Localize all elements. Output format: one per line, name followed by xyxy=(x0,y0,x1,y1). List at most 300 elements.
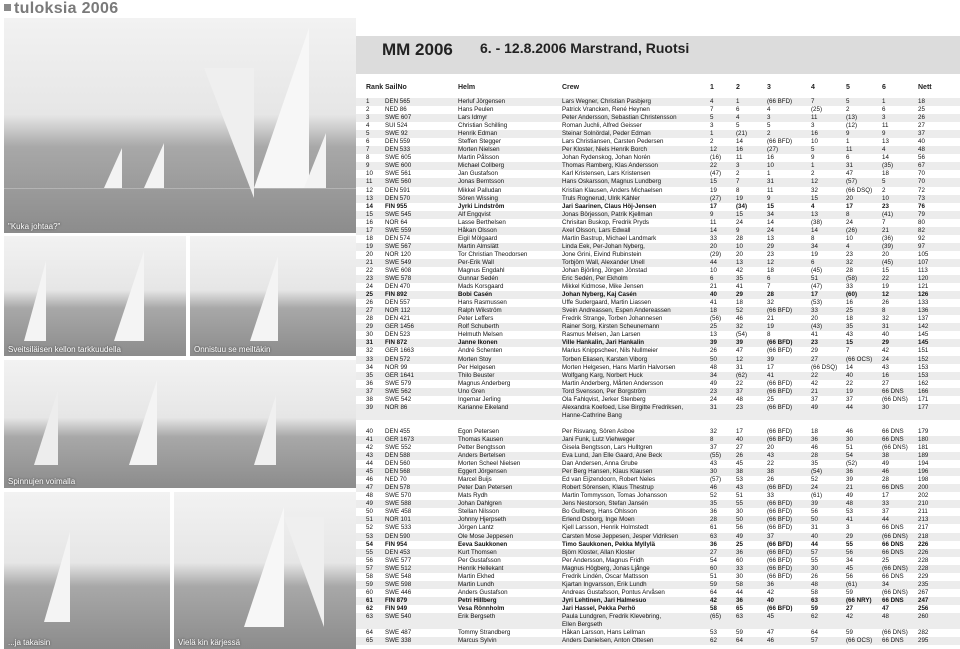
race-3-cell: 40 xyxy=(767,596,774,604)
race-3-cell: (66 BFD) xyxy=(767,347,793,355)
race-4-cell: (66 DSQ) xyxy=(811,363,838,371)
sailno-cell: DEN 470 xyxy=(385,283,411,291)
race-4-cell: 49 xyxy=(811,403,818,411)
table-row xyxy=(356,114,960,122)
race-1-cell: 17 xyxy=(710,202,717,210)
race-6-cell: 66 DNS xyxy=(882,596,904,604)
nett-cell: 260 xyxy=(918,613,929,620)
square-bullet-icon xyxy=(4,4,11,11)
crew-cell: Per Kloster, Niels Henrik Borch xyxy=(562,146,647,154)
race-1-cell: 27 xyxy=(710,548,717,556)
photo-caption: ...ja takaisin xyxy=(8,638,51,647)
col-head-race-2: 2 xyxy=(736,84,740,91)
race-3-cell: 16 xyxy=(767,154,774,162)
race-6-cell: 18 xyxy=(882,170,889,178)
table-row xyxy=(356,549,960,557)
nett-cell: 67 xyxy=(918,162,925,170)
sailno-cell: NOR 99 xyxy=(385,363,408,371)
nett-cell: 27 xyxy=(918,122,925,130)
rank-cell: 40 xyxy=(366,427,373,435)
nett-cell: 76 xyxy=(918,202,925,210)
race-1-cell: 61 xyxy=(710,524,717,532)
race-1-cell: 48 xyxy=(710,363,717,371)
race-3-cell: 24 xyxy=(767,226,774,234)
race-5-cell: 35 xyxy=(846,323,853,331)
sailno-cell: FIN 955 xyxy=(385,202,408,210)
crew-cell: Per Risvang, Sören Asboe xyxy=(562,427,635,435)
race-3-cell: 32 xyxy=(767,299,774,307)
crew-cell: Per Berg Hansen, Klaus Klausen xyxy=(562,468,653,476)
race-3-cell: (66 BFD) xyxy=(767,98,793,105)
crew-cell: Jari Hassel, Pekka Perhö xyxy=(562,604,636,612)
table-row xyxy=(356,621,960,629)
race-5-cell: 56 xyxy=(846,548,853,556)
nett-cell: 105 xyxy=(918,250,929,258)
crew-cell: Karl Kristensen, Lars Kristensen xyxy=(562,170,651,178)
rank-cell: 46 xyxy=(366,476,373,484)
table-row xyxy=(356,154,960,162)
photo-regatta-fleet xyxy=(4,18,356,233)
race-6-cell: 15 xyxy=(882,266,889,274)
race-5-cell: 34 xyxy=(846,556,853,564)
race-4-cell: 62 xyxy=(811,613,818,620)
helm-cell: Mikkel Palludan xyxy=(458,186,502,194)
race-2-cell: 27 xyxy=(736,444,743,452)
crew-cell: Rasmus Melsen, Jan Larsen xyxy=(562,331,641,339)
race-3-cell: (66 BFD) xyxy=(767,572,793,580)
race-5-cell: (57) xyxy=(846,178,858,186)
race-3-cell: 34 xyxy=(767,210,774,218)
table-row xyxy=(356,597,960,605)
helm-cell: Bobi Casén xyxy=(458,291,493,299)
race-2-cell: 9 xyxy=(736,226,740,234)
rank-cell: 16 xyxy=(366,218,373,226)
helm-cell: Henrik Hellekant xyxy=(458,564,504,572)
photo-sail xyxy=(204,68,254,198)
crew-cell: Jonas Börjesson, Patrik Kjellman xyxy=(562,210,653,218)
crew-cell: Jyri Lehtinen, Jari Halmesuo xyxy=(562,596,647,604)
nett-cell: 145 xyxy=(918,331,929,339)
race-2-cell: 50 xyxy=(736,516,743,524)
race-3-cell: 7 xyxy=(767,283,771,291)
race-2-cell: 65 xyxy=(736,604,743,612)
race-5-cell: 7 xyxy=(846,347,850,355)
rank-cell: 58 xyxy=(366,572,373,580)
rank-cell: 36 xyxy=(366,379,373,387)
rank-cell: 10 xyxy=(366,170,373,178)
table-row xyxy=(356,468,960,476)
sailno-cell: SWE 588 xyxy=(385,500,412,508)
race-3-cell: (66 BFD) xyxy=(767,307,793,315)
sailno-cell: SWE 567 xyxy=(385,242,412,250)
helm-cell: Martin Almslätt xyxy=(458,242,499,250)
nett-cell: 177 xyxy=(918,403,929,411)
race-6-cell: (39) xyxy=(882,242,894,250)
photo-sail xyxy=(244,507,284,627)
sailno-cell: FIN 892 xyxy=(385,291,408,299)
race-2-cell: 4 xyxy=(736,114,740,122)
race-5-cell: (61) xyxy=(846,580,858,588)
sailno-cell: DEN 523 xyxy=(385,331,411,339)
race-3-cell: 12 xyxy=(767,258,774,266)
col-head-race-3: 3 xyxy=(767,84,771,91)
race-1-cell: 53 xyxy=(710,629,717,637)
race-6-cell: 16 xyxy=(882,371,889,379)
table-row xyxy=(356,219,960,227)
table-row xyxy=(356,307,960,315)
race-1-cell: 58 xyxy=(710,604,717,612)
nett-cell: 171 xyxy=(918,395,929,403)
rank-cell: 64 xyxy=(366,629,373,637)
helm-cell: Martin Pålsson xyxy=(458,154,499,162)
table-row xyxy=(356,170,960,178)
crew-cell: Ville Hankalin, Jari Hankalin xyxy=(562,339,645,347)
rank-cell: 45 xyxy=(366,468,373,476)
table-row xyxy=(356,227,960,235)
col-head-nett: Nett xyxy=(918,84,932,91)
event-subtitle: 6. - 12.8.2006 Marstrand, Ruotsi xyxy=(480,40,690,56)
race-2-cell: 48 xyxy=(736,395,743,403)
table-row xyxy=(356,428,960,436)
race-2-cell: 20 xyxy=(736,250,743,258)
page-header xyxy=(0,0,960,18)
helm-cell: Sören Wissing xyxy=(458,194,498,202)
race-2-cell: 40 xyxy=(736,435,743,443)
race-5-cell: 39 xyxy=(846,476,853,484)
race-1-cell: 42 xyxy=(710,596,717,604)
crew-cell: Håkan Larsson, Hans Lellman xyxy=(562,629,645,637)
table-row xyxy=(356,138,960,146)
race-6-cell: 11 xyxy=(882,122,889,130)
race-3-cell: 18 xyxy=(767,266,774,274)
nett-cell: 107 xyxy=(918,258,929,266)
race-4-cell: 46 xyxy=(811,444,818,452)
sailno-cell: SWE 542 xyxy=(385,395,412,403)
crew-cell: Paula Lundgren, Fredrik Klevebring, xyxy=(562,613,662,620)
rank-cell: 24 xyxy=(366,283,373,291)
race-5-cell: 3 xyxy=(846,524,850,532)
race-3-cell: (66 BFD) xyxy=(767,484,793,492)
race-5-cell: (60) xyxy=(846,291,858,299)
crew-cell: Johan Rydenskog, Johan Norén xyxy=(562,154,651,162)
race-1-cell: 60 xyxy=(710,564,717,572)
race-1-cell: 15 xyxy=(710,178,717,186)
nett-cell: 213 xyxy=(918,516,929,524)
helm-cell: Ole Mose Jeppesen xyxy=(458,532,514,540)
race-4-cell: 1 xyxy=(811,162,815,170)
race-2-cell: 55 xyxy=(736,500,743,508)
table-row xyxy=(356,146,960,154)
crew-cell: Patrick Vrancken, René Heynen xyxy=(562,106,650,114)
table-row xyxy=(356,508,960,516)
race-2-cell: 49 xyxy=(736,532,743,540)
race-4-cell: 59 xyxy=(811,604,818,612)
table-row xyxy=(356,347,960,355)
race-1-cell: (16) xyxy=(710,154,722,162)
table-row xyxy=(356,436,960,444)
crew-cell: Peter Andersson, Sebastian Christensson xyxy=(562,114,677,122)
race-6-cell: 14 xyxy=(882,154,889,162)
sailno-cell: GER 1456 xyxy=(385,323,414,331)
crew-cell: Alexandra Koefoed, Lise Birgitte Fredriksen, xyxy=(562,403,684,411)
crew-cell: Johan Björling, Jörgen Jönstad xyxy=(562,266,647,274)
race-1-cell: 3 xyxy=(710,122,714,130)
race-6-cell: (66 DNS) xyxy=(882,588,908,596)
race-4-cell: 33 xyxy=(811,307,818,315)
race-4-cell: 56 xyxy=(811,508,818,516)
sailno-cell: DEN 557 xyxy=(385,299,411,307)
rank-cell: 42 xyxy=(366,444,373,452)
rank-cell: 63 xyxy=(366,613,373,620)
nett-cell: 70 xyxy=(918,170,925,178)
race-5-cell: 10 xyxy=(846,234,853,242)
sailno-cell: NOR 120 xyxy=(385,250,411,258)
table-row xyxy=(356,187,960,195)
race-6-cell: 43 xyxy=(882,363,889,371)
table-row xyxy=(356,573,960,581)
rank-cell: 2 xyxy=(366,106,370,114)
race-6-cell: 8 xyxy=(882,307,886,315)
race-2-cell: 59 xyxy=(736,629,743,637)
race-6-cell: 66 DNS xyxy=(882,540,904,548)
table-row xyxy=(356,396,960,404)
sailno-cell: DEN 578 xyxy=(385,484,411,492)
table-row xyxy=(356,629,960,637)
crew-cell: Eric Sedén, Per Ekholm xyxy=(562,275,628,283)
race-4-cell: 16 xyxy=(811,130,818,138)
race-4-cell: 27 xyxy=(811,355,818,363)
crew-cell: Jens Nestorson, Stefan Jansén xyxy=(562,500,648,508)
nett-cell: 126 xyxy=(918,291,929,299)
helm-cell: Johan Dahlgren xyxy=(458,500,502,508)
race-3-cell: (66 BFD) xyxy=(767,387,793,395)
table-row xyxy=(356,315,960,323)
nett-cell: 151 xyxy=(918,347,929,355)
nett-cell: 25 xyxy=(918,106,925,114)
rank-cell: 32 xyxy=(366,347,373,355)
race-3-cell: 20 xyxy=(767,444,774,452)
helm-cell: Uno Gren xyxy=(458,387,485,395)
race-1-cell: 8 xyxy=(710,435,714,443)
nett-cell: 137 xyxy=(918,315,929,323)
helm-cell: Vesa Rönnholm xyxy=(458,604,505,612)
race-5-cell: 51 xyxy=(846,444,853,452)
sailno-cell: NED 70 xyxy=(385,476,407,484)
race-5-cell: 6 xyxy=(846,154,850,162)
race-4-cell: 14 xyxy=(811,226,818,234)
race-2-cell: 17 xyxy=(736,427,743,435)
sailno-cell: GER 1673 xyxy=(385,435,414,443)
sailno-cell: SWE 487 xyxy=(385,629,412,637)
race-1-cell: 51 xyxy=(710,572,717,580)
race-2-cell: 35 xyxy=(736,275,743,283)
race-2-cell: 25 xyxy=(736,540,743,548)
sailno-cell: SWE 577 xyxy=(385,556,412,564)
photo-sail xyxy=(304,133,326,188)
sailno-cell: GER 1663 xyxy=(385,347,414,355)
helm-cell: Mats Rydh xyxy=(458,492,488,500)
helm-cell: Henrik Edman xyxy=(458,130,498,138)
table-row xyxy=(356,243,960,251)
race-5-cell: 8 xyxy=(846,210,850,218)
sailno-cell: SWE 446 xyxy=(385,588,412,596)
sailno-cell: DEN 568 xyxy=(385,468,411,476)
race-3-cell: 14 xyxy=(767,218,774,226)
race-6-cell: 30 xyxy=(882,403,889,411)
race-3-cell: (66 BFD) xyxy=(767,540,793,548)
crew-cell: Carsten Mose Jeppesen, Jesper Vidriksen xyxy=(562,532,679,540)
helm-cell: Anders Gustafson xyxy=(458,588,508,596)
rank-cell: 4 xyxy=(366,122,370,130)
helm-cell: Jyrki Lindström xyxy=(458,202,505,210)
photo-wave xyxy=(4,188,356,189)
race-3-cell: 5 xyxy=(767,122,771,130)
race-5-cell: 2 xyxy=(846,106,850,114)
crew-cell: Anders Danielsen, Anton Ottesen xyxy=(562,637,654,645)
col-head-race-6: 6 xyxy=(882,84,886,91)
rank-cell: 13 xyxy=(366,194,373,202)
table-row xyxy=(356,565,960,573)
helm-cell: Herluf Jörgensen xyxy=(458,98,506,105)
race-5-cell: 33 xyxy=(846,283,853,291)
crew-cell: Lars Christiansen, Carsten Pedersen xyxy=(562,138,664,146)
race-6-cell: 42 xyxy=(882,347,889,355)
race-4-cell: 9 xyxy=(811,154,815,162)
rank-cell: 54 xyxy=(366,540,373,548)
rank-cell: 48 xyxy=(366,492,373,500)
race-6-cell: 66 DNS xyxy=(882,548,904,556)
sailno-cell: SWE 458 xyxy=(385,508,412,516)
race-3-cell: 39 xyxy=(767,355,774,363)
race-5-cell: 40 xyxy=(846,371,853,379)
nett-cell: 79 xyxy=(918,210,925,218)
table-row xyxy=(356,275,960,283)
race-4-cell: (53) xyxy=(811,299,823,307)
race-4-cell: 39 xyxy=(811,500,818,508)
race-6-cell: 13 xyxy=(882,138,889,146)
table-row xyxy=(356,557,960,565)
race-1-cell: 14 xyxy=(710,226,717,234)
race-6-cell: 5 xyxy=(882,178,886,186)
race-4-cell: 31 xyxy=(811,524,818,532)
race-2-cell: 46 xyxy=(736,315,743,323)
race-1-cell: 35 xyxy=(710,500,717,508)
race-1-cell: 40 xyxy=(710,291,717,299)
race-5-cell: 11 xyxy=(846,146,853,154)
nett-cell: 136 xyxy=(918,307,929,315)
race-4-cell: (47) xyxy=(811,283,823,291)
race-6-cell: 47 xyxy=(882,604,889,612)
race-1-cell: 49 xyxy=(710,379,717,387)
race-2-cell: (21) xyxy=(736,130,748,138)
race-3-cell: 38 xyxy=(767,468,774,476)
crew-cell: Magnus Högberg, Jonas Ljånge xyxy=(562,564,650,572)
rank-cell: 62 xyxy=(366,604,373,612)
table-row xyxy=(356,211,960,219)
race-3-cell: (66 BFD) xyxy=(767,435,793,443)
race-1-cell: 4 xyxy=(710,98,714,105)
results-panel xyxy=(356,18,960,649)
sailno-cell: DEN 590 xyxy=(385,532,411,540)
crew-cell: Martin Tommysson, Tomas Johansson xyxy=(562,492,667,500)
rank-cell: 20 xyxy=(366,250,373,258)
sailno-cell: SUI 524 xyxy=(385,122,408,130)
race-4-cell: 13 xyxy=(811,210,818,218)
race-1-cell: 39 xyxy=(710,339,717,347)
rank-cell: 56 xyxy=(366,556,373,564)
race-6-cell: 4 xyxy=(882,146,886,154)
helm-cell: Peter Leffers xyxy=(458,315,494,323)
race-2-cell: 6 xyxy=(736,106,740,114)
crew-cell: Fredrik Lindén, Oscar Mattsson xyxy=(562,572,649,580)
race-1-cell: 32 xyxy=(710,427,717,435)
sailno-cell: DEN 559 xyxy=(385,138,411,146)
sailno-cell: SWE 548 xyxy=(385,572,412,580)
race-3-cell: 29 xyxy=(767,242,774,250)
race-4-cell: 6 xyxy=(811,258,815,266)
sailno-cell: SWE 338 xyxy=(385,637,412,645)
sailno-cell: DEN 565 xyxy=(385,98,411,105)
race-6-cell: 66 DNS xyxy=(882,484,904,492)
race-5-cell: 49 xyxy=(846,492,853,500)
table-row xyxy=(356,331,960,339)
sailno-cell: SWE 579 xyxy=(385,379,412,387)
race-2-cell: 3 xyxy=(736,162,740,170)
crew-cell: Lars Wegner, Christian Pasbjerg xyxy=(562,98,651,105)
race-4-cell: 5 xyxy=(811,146,815,154)
race-1-cell: 20 xyxy=(710,242,717,250)
table-row xyxy=(356,420,960,428)
race-2-cell: 36 xyxy=(736,596,743,604)
race-1-cell: 7 xyxy=(710,106,714,114)
race-5-cell: 20 xyxy=(846,194,853,202)
rank-cell: 1 xyxy=(366,98,370,105)
crew-cell: Tord Svensson, Per Borgström xyxy=(562,387,647,395)
race-4-cell: 57 xyxy=(811,548,818,556)
col-head-race-5: 5 xyxy=(846,84,850,91)
photo-sail xyxy=(44,532,70,622)
sailno-cell: SWE 605 xyxy=(385,154,412,162)
race-1-cell: 44 xyxy=(710,258,717,266)
nett-cell: 120 xyxy=(918,275,929,283)
table-row xyxy=(356,356,960,364)
nett-cell: 247 xyxy=(918,596,929,604)
photo-sail xyxy=(34,390,58,465)
sailno-cell: DEN 455 xyxy=(385,427,411,435)
race-6-cell: 24 xyxy=(882,355,889,363)
race-1-cell: 36 xyxy=(710,508,717,516)
helm-cell: Anders Bertelsen xyxy=(458,452,506,460)
race-5-cell: 15 xyxy=(846,339,853,347)
helm-cell: Johnny Hjerpseth xyxy=(458,516,507,524)
race-2-cell: 41 xyxy=(736,283,743,291)
crew-cell: Johan Nyberg, Kaj Casén xyxy=(562,291,637,299)
nett-cell: 229 xyxy=(918,572,929,580)
race-3-cell: 47 xyxy=(767,629,774,637)
race-5-cell: 55 xyxy=(846,540,853,548)
helm-cell: Ingemar Jerling xyxy=(458,395,501,403)
table-row xyxy=(356,484,960,492)
race-1-cell: 62 xyxy=(710,637,717,645)
race-2-cell: 30 xyxy=(736,572,743,580)
race-4-cell: 57 xyxy=(811,637,818,645)
race-1-cell: 19 xyxy=(710,186,717,194)
race-4-cell: 30 xyxy=(811,564,818,572)
nett-cell: 26 xyxy=(918,114,925,122)
nett-cell: 92 xyxy=(918,234,925,242)
race-4-cell: 55 xyxy=(811,556,818,564)
table-row xyxy=(356,195,960,203)
